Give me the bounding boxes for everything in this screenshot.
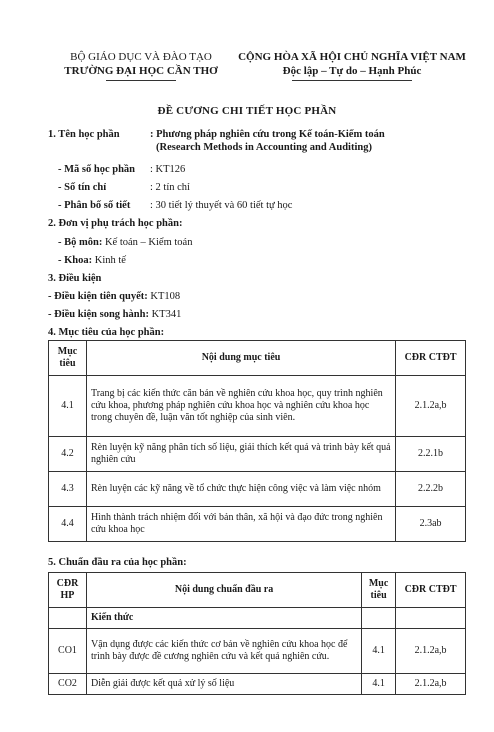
col-objective-id: Mục tiêu <box>49 341 87 376</box>
outcomes-table <box>48 572 466 695</box>
col-outcome-cdr: CĐR CTĐT <box>396 573 466 608</box>
outcome-cdr: 2.1.2a,b <box>396 674 466 695</box>
section-label: Kiến thức <box>86 608 361 629</box>
col-objective-cdr: CĐR CTĐT <box>396 341 466 376</box>
objectives-heading: 4. Mục tiêu của học phần: <box>48 327 165 338</box>
unit-heading: 2. Đơn vị phụ trách học phần: <box>48 218 183 229</box>
corequisite-value: KT341 <box>148 309 182 320</box>
outcome-id: CO1 <box>49 629 87 674</box>
conditions-heading: 3. Điều kiện <box>48 273 102 284</box>
table-row <box>49 507 466 542</box>
document-title: ĐỀ CƯƠNG CHI TIẾT HỌC PHẦN <box>157 105 337 117</box>
outcome-objective: 4.1 <box>362 629 396 674</box>
objective-cdr: 2.2.1b <box>396 437 466 472</box>
course-code-value: : KT126 <box>150 164 186 175</box>
outcomes-heading: 5. Chuẩn đầu ra của học phần: <box>48 557 187 568</box>
col-outcome-id: CĐR HP <box>49 573 87 608</box>
col-outcome-content: Nội dung chuẩn đầu ra <box>86 573 361 608</box>
objective-content: Trang bị các kiến thức căn bản về nghiên cứu khoa học, quy trình nghiên cứu khoa, phương pháp nghiên cứu khoa học và nghiên cứu khoa học trong chuyên đề, luận văn tốt nghiệp của sinh viên. <box>86 376 395 437</box>
objective-cdr: 2.3ab <box>396 507 466 542</box>
corequisite-label: - Điều kiện song hành: <box>48 309 149 320</box>
objectives-table <box>48 340 466 542</box>
objective-id: 4.3 <box>49 472 87 507</box>
credits-value: : 2 tín chỉ <box>150 182 190 193</box>
course-name-value: : Phương pháp nghiên cứu trong Kế toán-Kiểm toán <box>150 129 385 140</box>
table-row <box>49 674 466 695</box>
republic-name: CỘNG HÒA XÃ HỘI CHỦ NGHĨA VIỆT NAM <box>238 51 466 63</box>
outcome-cdr: 2.1.2a,b <box>396 629 466 674</box>
section-id-empty <box>49 608 87 629</box>
objective-content: Hình thành trách nhiệm đối với bản thân, xã hội và đạo đức trong nghiên cứu khoa học <box>86 507 395 542</box>
header-left-underline <box>106 80 176 81</box>
national-motto: Độc lập – Tự do – Hạnh Phúc <box>282 65 422 77</box>
university-name: TRƯỜNG ĐẠI HỌC CẦN THƠ <box>64 65 218 77</box>
col-objective-content: Nội dung mục tiêu <box>86 341 395 376</box>
faculty-line <box>58 254 126 267</box>
department-value: Kế toán – Kiểm toán <box>102 237 193 248</box>
outcomes-header-row <box>49 573 466 608</box>
header-left <box>50 50 232 81</box>
hours-value: : 30 tiết lý thuyết và 60 tiết tự học <box>150 200 293 211</box>
outcomes-section-row <box>49 608 466 629</box>
credits-label: - Số tín chỉ <box>58 182 107 193</box>
hours-label: - Phân bố số tiết <box>58 200 131 211</box>
objective-id: 4.1 <box>49 376 87 437</box>
header-right <box>226 50 478 81</box>
section-obj-empty <box>362 608 396 629</box>
table-row <box>49 376 466 437</box>
objective-content: Rèn luyện các kỹ năng về tổ chức thực hiện công việc và làm việc nhóm <box>86 472 395 507</box>
objective-cdr: 2.1.2a,b <box>396 376 466 437</box>
department-label: - Bộ môn: <box>58 237 103 248</box>
corequisite-line <box>48 308 181 321</box>
col-outcome-objective: Mục tiêu <box>362 573 396 608</box>
header-right-underline <box>292 80 412 81</box>
prerequisite-line <box>48 290 180 303</box>
prerequisite-label: - Điều kiện tiên quyết: <box>48 291 148 302</box>
outcome-content: Vận dụng được các kiến thức cơ bản về nghiên cứu khoa học để trình bày được đề cương nghiên cứu và kết quả nghiên cứu. <box>86 629 361 674</box>
table-row <box>49 472 466 507</box>
objective-cdr: 2.2.2b <box>396 472 466 507</box>
ministry-name: BỘ GIÁO DỤC VÀ ĐÀO TẠO <box>70 51 212 63</box>
department-line <box>58 236 192 249</box>
course-name-label: 1. Tên học phần <box>48 129 120 140</box>
objective-content: Rèn luyện kỹ năng phân tích số liệu, giải thích kết quả và trình bày kết quả nghiên cứu <box>86 437 395 472</box>
objective-id: 4.2 <box>49 437 87 472</box>
outcome-id: CO2 <box>49 674 87 695</box>
prerequisite-value: KT108 <box>147 291 181 302</box>
table-row <box>49 629 466 674</box>
faculty-value: Kinh tế <box>92 255 126 266</box>
table-row <box>49 437 466 472</box>
course-code-label: - Mã số học phần <box>58 164 136 175</box>
objectives-header-row <box>49 341 466 376</box>
section-cdr-empty <box>396 608 466 629</box>
objective-id: 4.4 <box>49 507 87 542</box>
course-name-en: (Research Methods in Accounting and Auditing) <box>156 142 372 153</box>
faculty-label: - Khoa: <box>58 255 93 266</box>
outcome-content: Diễn giải được kết quả xử lý số liệu <box>86 674 361 695</box>
outcome-objective: 4.1 <box>362 674 396 695</box>
